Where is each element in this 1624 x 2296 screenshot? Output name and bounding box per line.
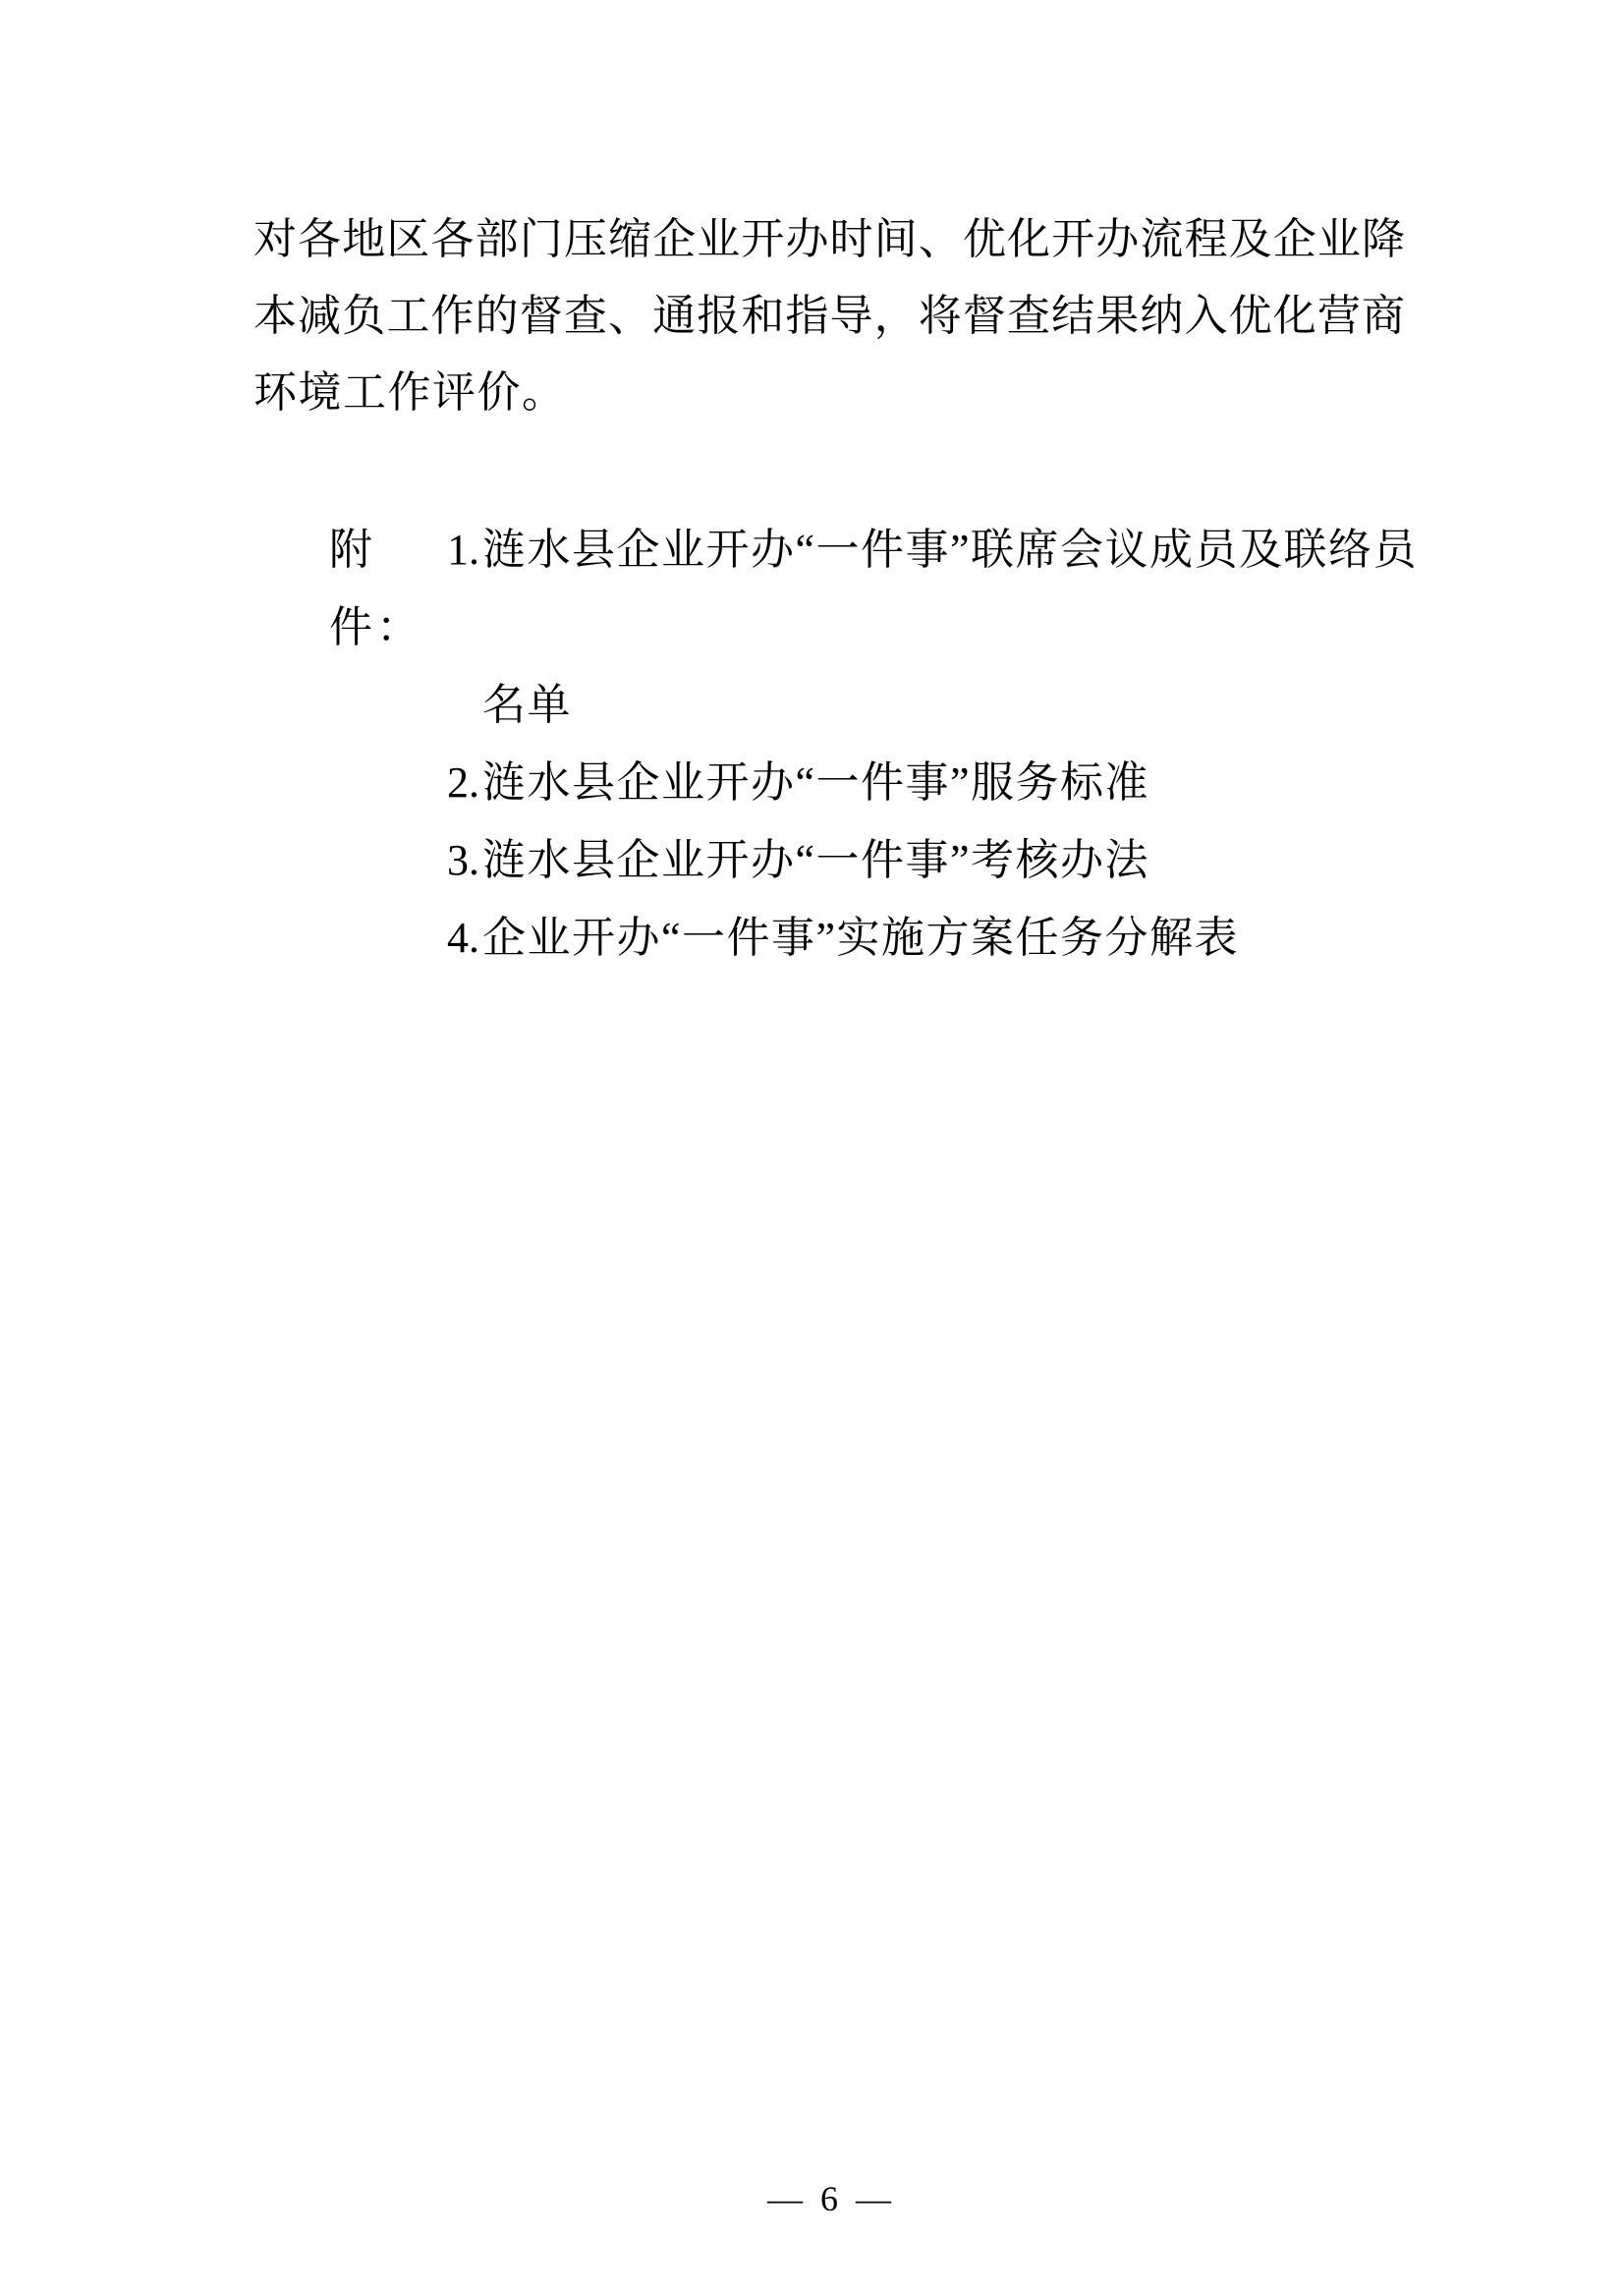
page-footer — [253, 2179, 1405, 2218]
attachment-item-4-text: 企业开办“一件事”实施方案任务分解表 — [482, 914, 1240, 962]
attachment-item-1-text-continued: 名单 — [482, 681, 572, 729]
attachment-item-1-text: 涟水县企业开办“一件事”联席会议成员及联络员 — [482, 526, 1419, 574]
page-number: 6 — [820, 2179, 838, 2218]
attachment-item-3-text: 涟水县企业开办“一件事”考核办法 — [482, 836, 1150, 884]
paragraph-line-2: 本减负工作的督查、通报和指导，将督查结果纳入优化营商 — [253, 292, 1405, 340]
attachment-item-3-number: 3. — [447, 836, 479, 884]
page-number-dash-right: — — [856, 2179, 891, 2218]
attachment-item-2-number: 2. — [447, 758, 479, 807]
attachment-item-4 — [329, 899, 1405, 977]
paragraph-line-3: 环境工作评价。 — [253, 368, 567, 417]
page-number-dash-left: — — [767, 2179, 803, 2218]
attachment-item-3 — [329, 821, 1405, 899]
attachment-label: 附件： — [329, 526, 423, 651]
attachment-item-1 — [329, 511, 1419, 666]
attachment-item-1-continuation — [329, 666, 1405, 744]
attachment-item-2-text: 涟水县企业开办“一件事”服务标准 — [482, 758, 1150, 807]
attachment-list — [253, 511, 1419, 977]
page-content — [253, 201, 1419, 977]
attachment-item-2 — [329, 744, 1405, 821]
paragraph-line-1: 对各地区各部门压缩企业开办时间、优化开办流程及企业降 — [253, 215, 1405, 263]
attachment-item-1-number: 1. — [447, 526, 479, 574]
attachment-item-4-number: 4. — [447, 914, 479, 962]
